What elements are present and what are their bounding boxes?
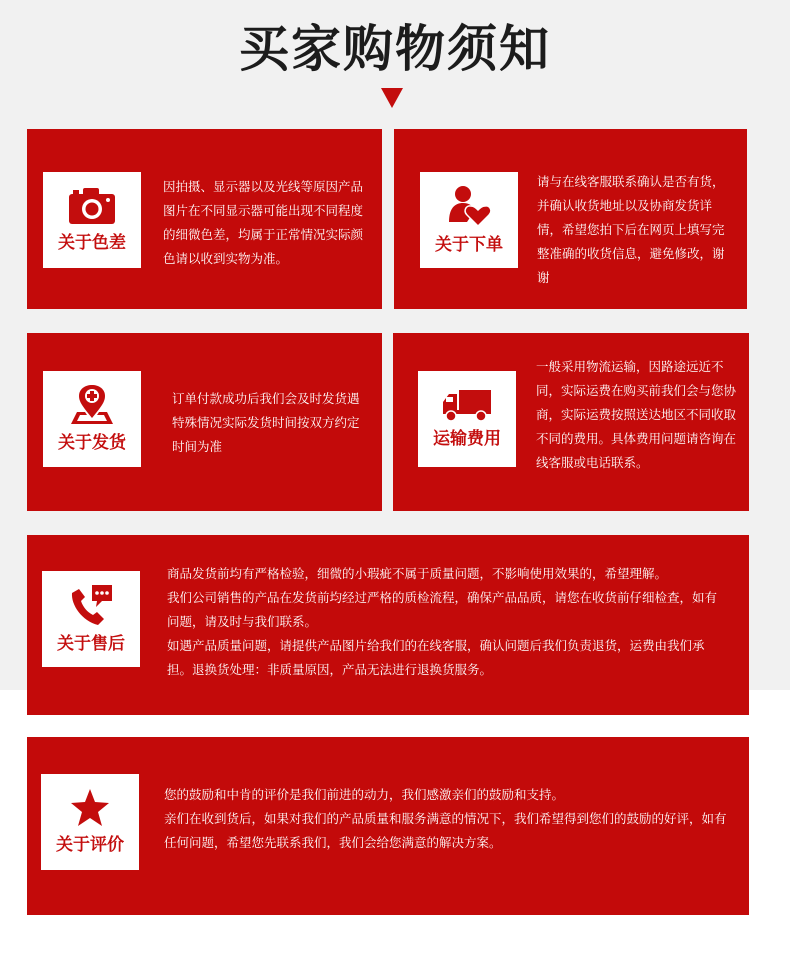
card-order: [394, 129, 747, 309]
card-order-text: [537, 170, 733, 290]
card-shipping: [27, 333, 382, 511]
phone-chat-icon: [68, 583, 114, 627]
card-freight-iconbox: [418, 371, 516, 467]
card-freight-label: 运输费用: [433, 429, 501, 449]
card-freight-paragraph: 一般采用物流运输，因路途远近不同，实际运费在购买前我们会与您协商，实际运费按照送达地区不同收取不同的费用。具体费用问题请咨询在线客服或电话联系。: [536, 359, 737, 470]
card-after-sales-paragraph-1: 商品发货前均有严格检验，细微的小瑕疵不属于质量问题，不影响使用效果的，希望理解。: [167, 566, 668, 581]
card-shipping-text: [172, 387, 370, 459]
title-arrow-icon: [381, 88, 403, 108]
card-shipping-label: 关于发货: [58, 433, 126, 453]
card-order-label: 关于下单: [435, 235, 503, 255]
card-color-diff-label: 关于色差: [58, 233, 126, 253]
user-heart-icon: [447, 184, 491, 228]
card-shipping-paragraph: 订单付款成功后我们会及时发货遇特殊情况实际发货时间按双方约定时间为准: [172, 391, 360, 454]
truck-icon: [441, 388, 493, 422]
location-pin-icon: [69, 384, 115, 426]
card-review: [27, 737, 749, 915]
camera-icon: [67, 186, 117, 226]
card-review-paragraph-2: 亲们在收到货后，如果对我们的产品质量和服务满意的情况下，我们希望得到您们的鼓励的好评，如有任何问题，希望您先联系我们，我们会给您满意的解决方案。: [164, 811, 727, 850]
card-freight-text: [536, 355, 736, 475]
card-order-iconbox: [420, 172, 518, 268]
card-after-sales-paragraph-2: 我们公司销售的产品在发货前均经过严格的质检流程，确保产品品质，请您在收货前仔细检查，如有问题，请及时与我们联系。: [167, 590, 718, 629]
card-after-sales-label: 关于售后: [57, 634, 125, 654]
card-review-paragraph-1: 您的鼓励和中肯的评价是我们前进的动力，我们感激亲们的鼓励和支持。: [164, 787, 565, 802]
card-after-sales: [27, 535, 749, 715]
card-after-sales-text: [167, 562, 729, 682]
card-review-label: 关于评价: [56, 835, 124, 855]
card-shipping-iconbox: [43, 371, 141, 467]
card-color-diff-text: [163, 175, 368, 271]
card-freight: [393, 333, 749, 511]
card-after-sales-iconbox: [42, 571, 140, 667]
card-review-iconbox: [41, 774, 139, 870]
card-color-diff-iconbox: [43, 172, 141, 268]
card-order-paragraph: 请与在线客服联系确认是否有货，并确认收货地址以及协商发货详情，希望您拍下后在网页上填写完整准确的收货信息，避免修改，谢谢: [537, 174, 725, 285]
card-after-sales-paragraph-3: 如遇产品质量问题，请提供产品图片给我们的在线客服，确认问题后我们负责退货，运费由我们承担。退换货处理：非质量原因，产品无法进行退换货服务。: [167, 638, 705, 677]
star-icon: [69, 788, 111, 828]
card-review-text: [164, 783, 729, 855]
page-title: 买家购物须知: [239, 19, 551, 78]
card-color-diff: [27, 129, 382, 309]
card-color-diff-paragraph: 因拍摄、显示器以及光线等原因产品图片在不同显示器可能出现不同程度的细微色差，均属于正常情况实际颜色请以收到实物为准。: [163, 179, 364, 266]
